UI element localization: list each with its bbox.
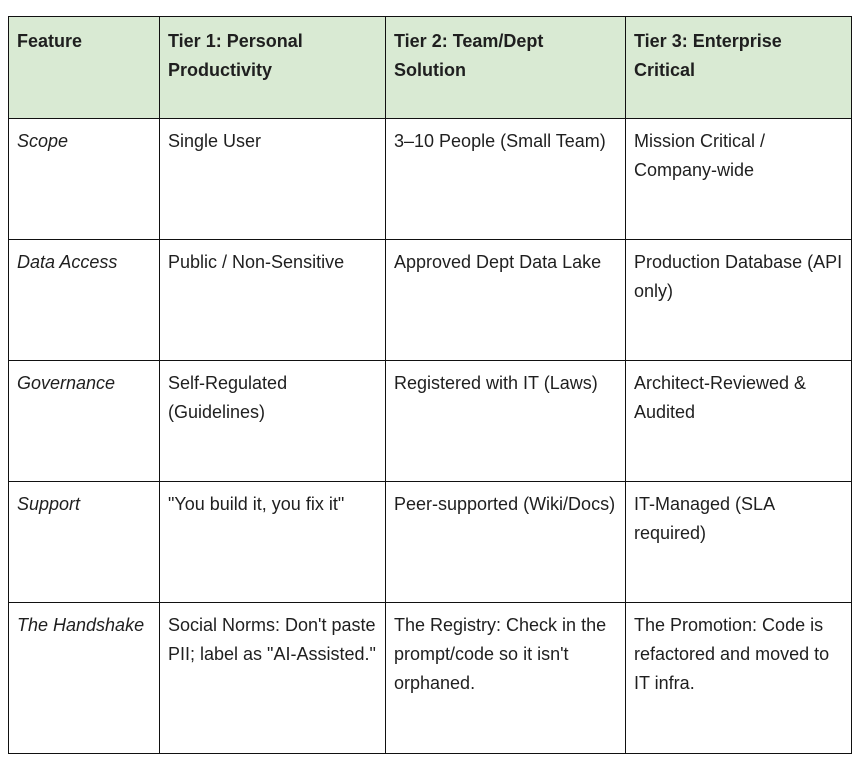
table-row-data-access [9,240,852,361]
table-header [9,17,852,119]
row-label-the-handshake: The Handshake [9,603,160,754]
table-cell: The Registry: Check in the prompt/code so it isn't orphaned. [386,603,626,754]
header-cell-tier-1: Tier 1: Personal Productivity [160,17,386,119]
table-row-the-handshake [9,603,852,754]
table-cell: Registered with IT (Laws) [386,361,626,482]
row-label-scope: Scope [9,119,160,240]
table-cell: Self-Regulated (Guidelines) [160,361,386,482]
header-row [9,17,852,119]
table-cell: Single User [160,119,386,240]
table-cell: "You build it, you fix it" [160,482,386,603]
table-row-support [9,482,852,603]
table-body [9,119,852,754]
table-row-scope [9,119,852,240]
table-cell: 3–10 People (Small Team) [386,119,626,240]
table-cell: IT-Managed (SLA required) [626,482,852,603]
table-cell: Architect-Reviewed & Audited [626,361,852,482]
header-cell-tier-3: Tier 3: Enterprise Critical [626,17,852,119]
header-cell-tier-2: Tier 2: Team/Dept Solution [386,17,626,119]
tier-comparison-table [8,16,852,754]
table-cell: The Promotion: Code is refactored and moved to IT infra. [626,603,852,754]
table-cell: Social Norms: Don't paste PII; label as "AI-Assisted." [160,603,386,754]
table-cell: Public / Non-Sensitive [160,240,386,361]
table-row-governance [9,361,852,482]
table-cell: Approved Dept Data Lake [386,240,626,361]
header-cell-feature: Feature [9,17,160,119]
table-cell: Peer-supported (Wiki/Docs) [386,482,626,603]
row-label-data-access: Data Access [9,240,160,361]
row-label-support: Support [9,482,160,603]
table-cell: Mission Critical / Company-wide [626,119,852,240]
row-label-governance: Governance [9,361,160,482]
tier-comparison-table-container [8,16,851,754]
table-cell: Production Database (API only) [626,240,852,361]
